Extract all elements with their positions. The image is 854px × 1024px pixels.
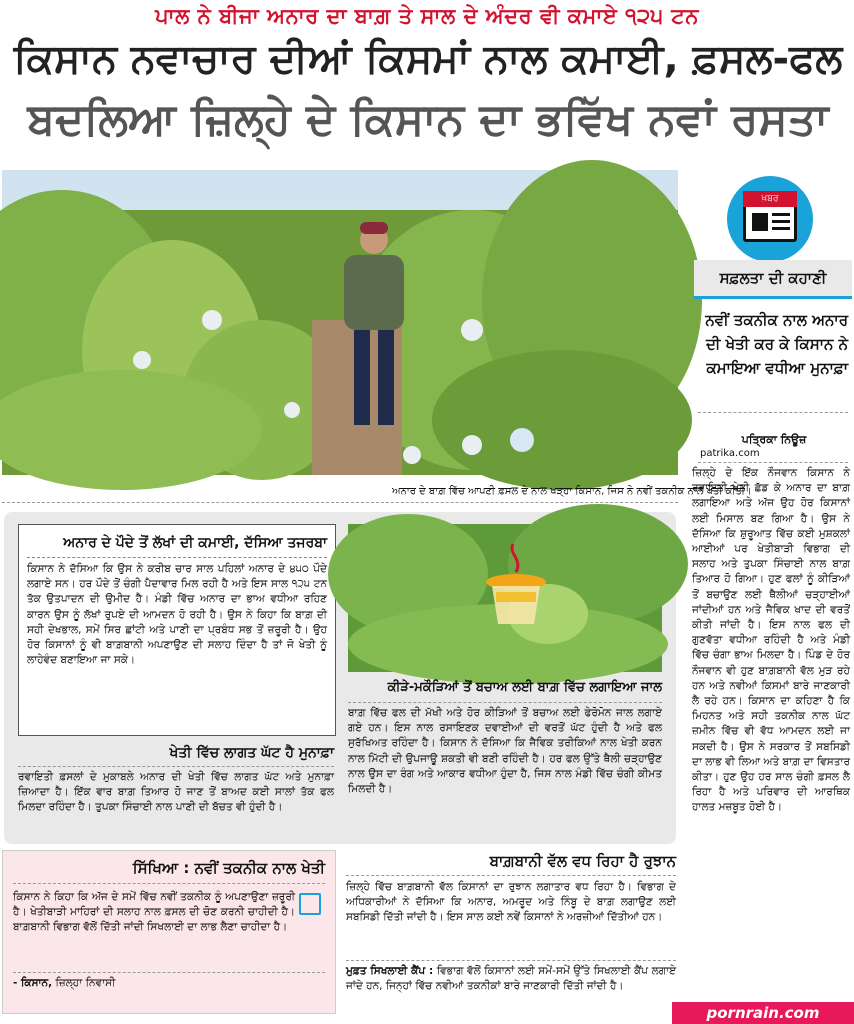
- sidebar-site: patrika.com: [700, 448, 760, 459]
- divider: [346, 875, 676, 876]
- box-1-body: ਕਿਸਾਨ ਨੇ ਦੱਸਿਆ ਕਿ ਉਸ ਨੇ ਕਰੀਬ ਚਾਰ ਸਾਲ ਪਹਿਲਾਂ ਅਨਾਰ ਦੇ ੪੫੦ ਪੌਦੇ ਲਗਾਏ ਸਨ। ਹਰ ਪੌਦੇ ਤੋਂ ਚੰਗੀ ਪੈਦਾਵਾਰ ਮਿਲ ਰਹੀ ਹੈ ਅਤੇ ਇਸ ਸਾਲ ੧੨੫ ਟਨ ਤੱਕ ਉਤਪਾਦਨ ਦੀ ਉਮੀਦ ਹੈ। ਮੰਡੀ ਵਿੱਚ ਅਨਾਰ ਦਾ ਭਾਅ ਵਧੀਆ ਰਹਿਣ ਕਾਰਨ ਉਸ ਨੂੰ ਲੱਖਾਂ ਰੁਪਏ ਦੀ ਆਮਦਨ ਹੋ ਰਹੀ ਹੈ। ਉਸ ਨੇ ਕਿਹਾ ਕਿ ਬਾਗ਼ ਦੀ ਸਹੀ ਦੇਖਭਾਲ, ਸਮੇਂ ਸਿਰ ਛਾਂਟੀ ਅਤੇ ਪਾਣੀ ਦਾ ਪ੍ਰਬੰਧ ਸਭ ਤੋਂ ਜ਼ਰੂਰੀ ਹੈ। ਉਹ ਹੋਰ ਕਿਸਾਨਾਂ ਨੂੰ ਵੀ ਬਾਗ਼ਬਾਨੀ ਅਪਣਾਉਣ ਦੀ ਸਲਾਹ ਦਿੰਦਾ ਹੈ ਤਾਂ ਜੋ ਖੇਤੀ ਨੂੰ ਲਾਹੇਵੰਦ ਬਣਾਇਆ ਜਾ ਸਕੇ।: [27, 563, 327, 667]
- box-2-author-label: - ਕਿਸਾਨ,: [13, 977, 53, 989]
- box-1-sub-heading: ਖੇਤੀ ਵਿੱਚ ਲਾਗਤ ਘੱਟ ਹੈ ਮੁਨਾਫ਼ਾ: [169, 745, 334, 761]
- newspaper-icon-label: ਖ਼ਬਰ: [743, 191, 797, 207]
- divider: [2, 502, 678, 503]
- headline-line-2: ਬਦਲਿਆ ਜ਼ਿਲ੍ਹੇ ਦੇ ਕਿਸਾਨ ਦਾ ਭਵਿੱਖ ਨਵਾਂ ਰਸਤਾ: [27, 94, 829, 145]
- box-2: [2, 850, 336, 1014]
- box-1: [18, 524, 336, 736]
- sidebar-byline: ਪਤ੍ਰਿਕਾ ਨਿਊਜ਼: [741, 433, 807, 446]
- trap-photo-caption: ਕੀੜੇ-ਮਕੌੜਿਆਂ ਤੋਂ ਬਚਾਅ ਲਈ ਬਾਗ਼ ਵਿੱਚ ਲਗਾਇਆ ਜਾਲ: [387, 680, 662, 695]
- watermark: pornrain.com: [672, 1002, 854, 1024]
- divider: [348, 702, 662, 703]
- divider: [698, 412, 848, 413]
- main-photo-caption: ਅਨਾਰ ਦੇ ਬਾਗ਼ ਵਿੱਚ ਆਪਣੀ ਫ਼ਸਲ ਦੇ ਨਾਲ ਖੜ੍ਹਾ ਕਿਸਾਨ, ਜਿਸ ਨੇ ਨਵੀਂ ਤਕਨੀਕ ਨਾਲ ਖੇਤੀ ਕੀਤੀ।: [392, 486, 752, 497]
- box-1-sub-body: ਰਵਾਇਤੀ ਫ਼ਸਲਾਂ ਦੇ ਮੁਕਾਬਲੇ ਅਨਾਰ ਦੀ ਖੇਤੀ ਵਿੱਚ ਲਾਗਤ ਘੱਟ ਅਤੇ ਮੁਨਾਫ਼ਾ ਜ਼ਿਆਦਾ ਹੈ। ਇੱਕ ਵਾਰ ਬਾਗ਼ ਤਿਆਰ ਹੋ ਜਾਣ ਤੋਂ ਬਾਅਦ ਕਈ ਸਾਲਾਂ ਤੱਕ ਫਲ ਮਿਲਦਾ ਰਹਿੰਦਾ ਹੈ। ਤੁਪਕਾ ਸਿੰਚਾਈ ਨਾਲ ਪਾਣੀ ਦੀ ਬੱਚਤ ਵੀ ਹੁੰਦੀ ਹੈ।: [18, 771, 334, 814]
- headline-line-1: ਕਿਸਾਨ ਨਵਾਚਾਰ ਦੀਆਂ ਕਿਸਮਾਂ ਨਾਲ ਕਮਾਈ, ਫ਼ਸਲ-ਫਲ: [13, 36, 843, 82]
- bottom-mid-lead-body: ਵਿਭਾਗ ਵੱਲੋਂ ਕਿਸਾਨਾਂ ਲਈ ਸਮੇਂ-ਸਮੇਂ ਉੱਤੇ ਸਿਖਲਾਈ ਕੈਂਪ ਲਗਾਏ ਜਾਂਦੇ ਹਨ, ਜਿਨ੍ਹਾਂ ਵਿੱਚ ਨਵੀਆਂ ਤਕਨੀਕਾਂ ਬਾਰੇ ਜਾਣਕਾਰੀ ਦਿੱਤੀ ਜਾਂਦੀ ਹੈ।: [346, 965, 676, 993]
- sidebar-summary: ਨਵੀਂ ਤਕਨੀਕ ਨਾਲ ਅਨਾਰ ਦੀ ਖੇਤੀ ਕਰ ਕੇ ਕਿਸਾਨ ਨੇ ਕਮਾਇਆ ਵਧੀਆ ਮੁਨਾਫ਼ਾ: [705, 311, 848, 377]
- box-2-body: ਕਿਸਾਨ ਨੇ ਕਿਹਾ ਕਿ ਅੱਜ ਦੇ ਸਮੇਂ ਵਿੱਚ ਨਵੀਂ ਤਕਨੀਕ ਨੂੰ ਅਪਣਾਉਣਾ ਜ਼ਰੂਰੀ ਹੈ। ਖੇਤੀਬਾੜੀ ਮਾਹਿਰਾਂ ਦੀ ਸਲਾਹ ਨਾਲ ਫ਼ਸਲ ਦੀ ਚੋਣ ਕਰਨੀ ਚਾਹੀਦੀ ਹੈ। ਬਾਗ਼ਬਾਨੀ ਵਿਭਾਗ ਵੱਲੋਂ ਦਿੱਤੀ ਜਾਂਦੀ ਸਿਖਲਾਈ ਦਾ ਲਾਭ ਲੈਣਾ ਚਾਹੀਦਾ ਹੈ।: [13, 891, 295, 934]
- bottom-mid-body: ਜ਼ਿਲ੍ਹੇ ਵਿੱਚ ਬਾਗ਼ਬਾਨੀ ਵੱਲ ਕਿਸਾਨਾਂ ਦਾ ਰੁਝਾਨ ਲਗਾਤਾਰ ਵਧ ਰਿਹਾ ਹੈ। ਵਿਭਾਗ ਦੇ ਅਧਿਕਾਰੀਆਂ ਨੇ ਦੱਸਿਆ ਕਿ ਅਨਾਰ, ਅਮਰੂਦ ਅਤੇ ਨਿੰਬੂ ਦੇ ਬਾਗ਼ ਲਗਾਉਣ ਲਈ ਸਬਸਿਡੀ ਦਿੱਤੀ ਜਾਂਦੀ ਹੈ। ਇਸ ਸਾਲ ਕਈ ਨਵੇਂ ਕਿਸਾਨਾਂ ਨੇ ਅਰਜ਼ੀਆਂ ਦਿੱਤੀਆਂ ਹਨ।: [346, 881, 676, 924]
- sidebar-icon: [727, 176, 813, 262]
- divider: [346, 960, 676, 961]
- sidebar-tag: ਸਫ਼ਲਤਾ ਦੀ ਕਹਾਣੀ: [694, 260, 852, 299]
- box-2-author-name: ਜ਼ਿਲ੍ਹਾ ਨਿਵਾਸੀ: [55, 977, 116, 989]
- trap-photo: [348, 524, 662, 672]
- newspaper-icon: [743, 194, 797, 242]
- divider: [698, 462, 848, 463]
- quote-icon: [299, 893, 321, 915]
- sidebar-body: ਜ਼ਿਲ੍ਹੇ ਦੇ ਇੱਕ ਨੌਜਵਾਨ ਕਿਸਾਨ ਨੇ ਰਵਾਇਤੀ ਖੇਤੀ ਛੱਡ ਕੇ ਅਨਾਰ ਦਾ ਬਾਗ਼ ਲਗਾਇਆ ਅਤੇ ਅੱਜ ਉਹ ਹੋਰ ਕਿਸਾਨਾਂ ਲਈ ਮਿਸਾਲ ਬਣ ਗਿਆ ਹੈ। ਉਸ ਨੇ ਦੱਸਿਆ ਕਿ ਸ਼ੁਰੂਆਤ ਵਿੱਚ ਕਈ ਮੁਸ਼ਕਲਾਂ ਆਈਆਂ ਪਰ ਖੇਤੀਬਾੜੀ ਵਿਭਾਗ ਦੀ ਸਲਾਹ ਅਤੇ ਤੁਪਕਾ ਸਿੰਚਾਈ ਨਾਲ ਬਾਗ਼ ਤਿਆਰ ਹੋ ਗਿਆ। ਹੁਣ ਫਲਾਂ ਨੂੰ ਕੀੜਿਆਂ ਤੋਂ ਬਚਾਉਣ ਲਈ ਥੈਲੀਆਂ ਚੜ੍ਹਾਈਆਂ ਜਾਂਦੀਆਂ ਹਨ ਅਤੇ ਜੈਵਿਕ ਖਾਦ ਦੀ ਵਰਤੋਂ ਕੀਤੀ ਜਾਂਦੀ ਹੈ। ਇਸ ਨਾਲ ਫਲ ਦੀ ਗੁਣਵੱਤਾ ਵਧੀਆ ਰਹਿੰਦੀ ਹੈ ਅਤੇ ਮੰਡੀ ਵਿੱਚ ਚੰਗਾ ਭਾਅ ਮਿਲਦਾ ਹੈ। ਪਿੰਡ ਦੇ ਹੋਰ ਨੌਜਵਾਨ ਵੀ ਹੁਣ ਬਾਗ਼ਬਾਨੀ ਵੱਲ ਮੁੜ ਰਹੇ ਹਨ ਅਤੇ ਨਵੀਆਂ ਕਿਸਮਾਂ ਬਾਰੇ ਜਾਣਕਾਰੀ ਲੈ ਰਹੇ ਹਨ। ਕਿਸਾਨ ਦਾ ਕਹਿਣਾ ਹੈ ਕਿ ਮਿਹਨਤ ਅਤੇ ਸਹੀ ਤਕਨੀਕ ਨਾਲ ਘੱਟ ਜ਼ਮੀਨ ਵਿੱਚ ਵੀ ਵੱਧ ਆਮਦਨ ਲਈ ਜਾ ਸਕਦੀ ਹੈ। ਉਸ ਨੇ ਸਰਕਾਰ ਤੋਂ ਸਬਸਿਡੀ ਦਾ ਲਾਭ ਵੀ ਲਿਆ ਅਤੇ ਬਾਗ਼ ਦਾ ਵਿਸਤਾਰ ਕੀਤਾ। ਹੁਣ ਉਹ ਹਰ ਸਾਲ ਚੰਗੀ ਫ਼ਸਲ ਲੈ ਰਿਹਾ ਹੈ ਅਤੇ ਪਰਿਵਾਰ ਦੀ ਆਰਥਿਕ ਹਾਲਤ ਮਜ਼ਬੂਤ ਹੋਈ ਹੈ।: [692, 467, 850, 814]
- box-2-author: [13, 977, 325, 990]
- box-2-heading: ਸਿੱਖਿਆ : ਨਵੀਂ ਤਕਨੀਕ ਨਾਲ ਖੇਤੀ: [132, 859, 325, 877]
- kicker: ਪਾਲ ਨੇ ਬੀਜਾ ਅਨਾਰ ਦਾ ਬਾਗ਼ ਤੇ ਸਾਲ ਦੇ ਅੰਦਰ ਵੀ ਕਮਾਏ ੧੨੫ ਟਨ: [155, 4, 699, 28]
- bottom-mid-lead: [346, 964, 676, 1012]
- bottom-mid-lead-bold: ਮੁਫ਼ਤ ਸਿਖਲਾਈ ਕੈਂਪ :: [346, 965, 434, 977]
- main-photo: [2, 170, 678, 475]
- bottom-mid-heading: ਬਾਗ਼ਬਾਨੀ ਵੱਲ ਵਧ ਰਿਹਾ ਹੈ ਰੁਝਾਨ: [489, 852, 676, 870]
- divider: [18, 766, 334, 767]
- trap-body: ਬਾਗ਼ ਵਿੱਚ ਫਲ ਦੀ ਮੱਖੀ ਅਤੇ ਹੋਰ ਕੀੜਿਆਂ ਤੋਂ ਬਚਾਅ ਲਈ ਫੇਰੋਮੋਨ ਜਾਲ ਲਗਾਏ ਗਏ ਹਨ। ਇਸ ਨਾਲ ਰਸਾਇਣਕ ਦਵਾਈਆਂ ਦੀ ਵਰਤੋਂ ਘੱਟ ਹੁੰਦੀ ਹੈ ਅਤੇ ਫਲ ਸੁਰੱਖਿਅਤ ਰਹਿੰਦਾ ਹੈ। ਕਿਸਾਨ ਨੇ ਦੱਸਿਆ ਕਿ ਜੈਵਿਕ ਤਰੀਕਿਆਂ ਨਾਲ ਖੇਤੀ ਕਰਨ ਨਾਲ ਮਿੱਟੀ ਦੀ ਉਪਜਾਊ ਸ਼ਕਤੀ ਵੀ ਬਣੀ ਰਹਿੰਦੀ ਹੈ। ਹਰ ਫਲ ਉੱਤੇ ਥੈਲੀ ਚੜ੍ਹਾਉਣ ਨਾਲ ਉਸ ਦਾ ਰੰਗ ਅਤੇ ਆਕਾਰ ਵਧੀਆ ਹੁੰਦਾ ਹੈ, ਜਿਸ ਨਾਲ ਮੰਡੀ ਵਿੱਚ ਚੰਗੀ ਕੀਮਤ ਮਿਲਦੀ ਹੈ।: [348, 707, 662, 796]
- box-1-heading: ਅਨਾਰ ਦੇ ਪੌਦੇ ਤੋਂ ਲੱਖਾਂ ਦੀ ਕਮਾਈ, ਦੱਸਿਆ ਤਜਰਬਾ: [63, 535, 327, 551]
